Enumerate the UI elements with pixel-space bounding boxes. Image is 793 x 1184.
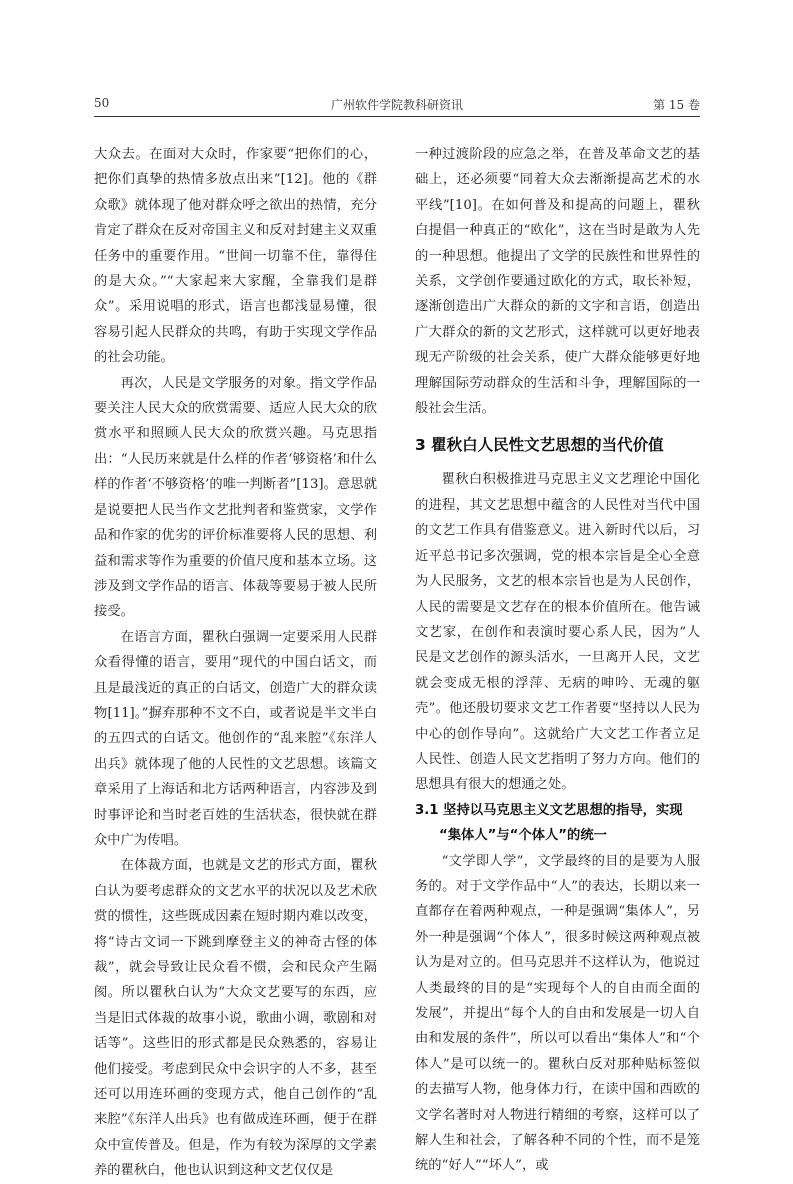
paragraph: 在语言方面，瞿秋白强调一定要采用人民群众看得懂的语言，要用“现代的中国白话文，而且是最浅近的真正的白话文，创造广大的群众读物[11]。”摒弃那种不文不白，或者说是半文半白的五四式的白话文。他创作的“乱来腔”《东洋人出兵》就体现了他的人民性的文艺思想。该篇文章采用了上海话和北方话两种语言，内容涉及到时事评论和当时老百姓的生活状态，很快就在群众中广为传唱。 (94, 629, 377, 848)
right-column (415, 142, 700, 1174)
paragraph: “文学即人学”，文学最终的目的是要为人服务的。对于文学作品中“人”的表达，长期以来一直都存在着两种观点，一种是强调“集体人”，另外一种是强调“个体人”，很多时候这两种观点被认为是对立的。但马克思并不这样认为，他说过人类最终的目的是“实现每个人的自由而全面的发展”，并提出“每个人的自由和发展是一切人自由和发展的条件”，所以可以看出“集体人”和“个体人”是可以统一的。瞿秋白反对那种贴标签似的去描写人物，他身体力行，在读中国和西欧的文学名著时对人物进行精细的考察，这样可以了解人生和社会，了解各种不同的个性，而不是笼统的“好人”“坏人”，或 (415, 853, 700, 1174)
subsection-heading-line2: “集体人”与“个体人”的统一 (439, 828, 607, 844)
subsection-heading (415, 798, 700, 849)
subsection-heading-line1: 3.1 坚持以马克思主义文艺思想的指导，实现 (415, 802, 683, 818)
section-heading: 3 瞿秋白人民性文艺思想的当代价值 (415, 436, 664, 455)
running-header (94, 94, 700, 114)
paragraph: 瞿秋白积极推进马克思主义文艺理论中国化的进程，其文艺思想中蕴含的人民性对当代中国的文艺工作具有借鉴意义。进入新时代以后，习近平总书记多次强调，党的根本宗旨是全心全意为人民服务，文艺的根本宗旨也是为人民创作，人民的需要是文艺存在的根本价值所在。他告诫文艺家，在创作和表演时要心系人民，因为“人民是文艺创作的源头活水，一旦离开人民，文艺就会变成无根的浮萍、无病的呻吟、无魂的躯壳”。他还殷切要求文艺工作者要“坚持以人民为中心的创作导向”。这就给广大文艺工作者立足人民性、创造人民文艺指明了努力方向。他们的思想具有很大的想通之处。 (415, 472, 700, 793)
paragraph: 在体裁方面，也就是文艺的形式方面，瞿秋白认为要考虑群众的文艺水平的状况以及艺术欣赏的惯性，这些既成因素在短时期内难以改变，将“诗古文词一下跳到摩登主义的神奇古怪的体裁”，就会导致让民众看不惯，会和民众产生隔阂。所以瞿秋白认为“大众文艺要写的东西，应当是旧式体裁的故事小说，歌曲小调，歌剧和对话等”。这些旧的形式都是民众熟悉的，容易让他们接受。考虑到民众中会识字的人不多，甚至还可以用连环画的变现方式，他自己创作的“乱来腔”《东洋人出兵》也有做成连环画，便于在群众中宣传普及。但是，作为有较为深厚的文学素养的瞿秋白，他也认识到这种文艺仅仅是 (94, 858, 377, 1179)
page-number: 50 (94, 96, 110, 110)
header-rule (94, 116, 700, 117)
volume-label: 第 15 卷 (653, 98, 700, 112)
journal-title: 广州软件学院教科研资讯 (330, 98, 463, 112)
paragraph: 大众去。在面对大众时，作家要“把你们的心，把你们真挚的热情多放点出来”[12]。他的《群众歌》就体现了他对群众呼之欲出的热情，充分肯定了群众在反对帝国主义和反对封建主义双重任务中的重要作用。“世间一切靠不住，靠得住的是大众。”“大家起来大家醒，全靠我们是群众”。采用说唱的形式，语言也都浅显易懂，很容易引起人民群众的共鸣，有助于实现文学作品的社会功能。 (94, 147, 377, 366)
paragraph: 再次，人民是文学服务的对象。指文学作品要关注人民大众的欣赏需要、适应人民大众的欣赏水平和照顾人民大众的欣赏兴趣。马克思指出：“人民历来就是什么样的作者‘够资格’和什么样的作者‘不够资格’的唯一判断者”[13]。意思就是说要把人民当作文艺批判者和鉴赏家，文学作品和作家的优劣的评价标准要将人民的思想、利益和需求等作为重要的价值尺度和基本立场。这涉及到文学作品的语言、体裁等要易于被人民所接受。 (94, 375, 377, 620)
left-column (94, 142, 377, 1179)
paragraph: 一种过渡阶段的应急之举，在普及革命文艺的基础上，还必须要“同着大众去渐渐提高艺术的水平线”[10]。在如何普及和提高的问题上，瞿秋白提倡一种真正的“欧化”，这在当时是敢为人先的一种思想。他提出了文学的民族性和世界性的关系，文学创作要通过欧化的方式，取长补短，逐渐创造出广大群众的新的文字和言语，创造出广大群众的新的文艺形式，这样就可以更好地表现无产阶级的社会关系，使广大群众能够更好地理解国际劳动群众的生活和斗争，理解国际的一般社会生活。 (415, 147, 700, 417)
